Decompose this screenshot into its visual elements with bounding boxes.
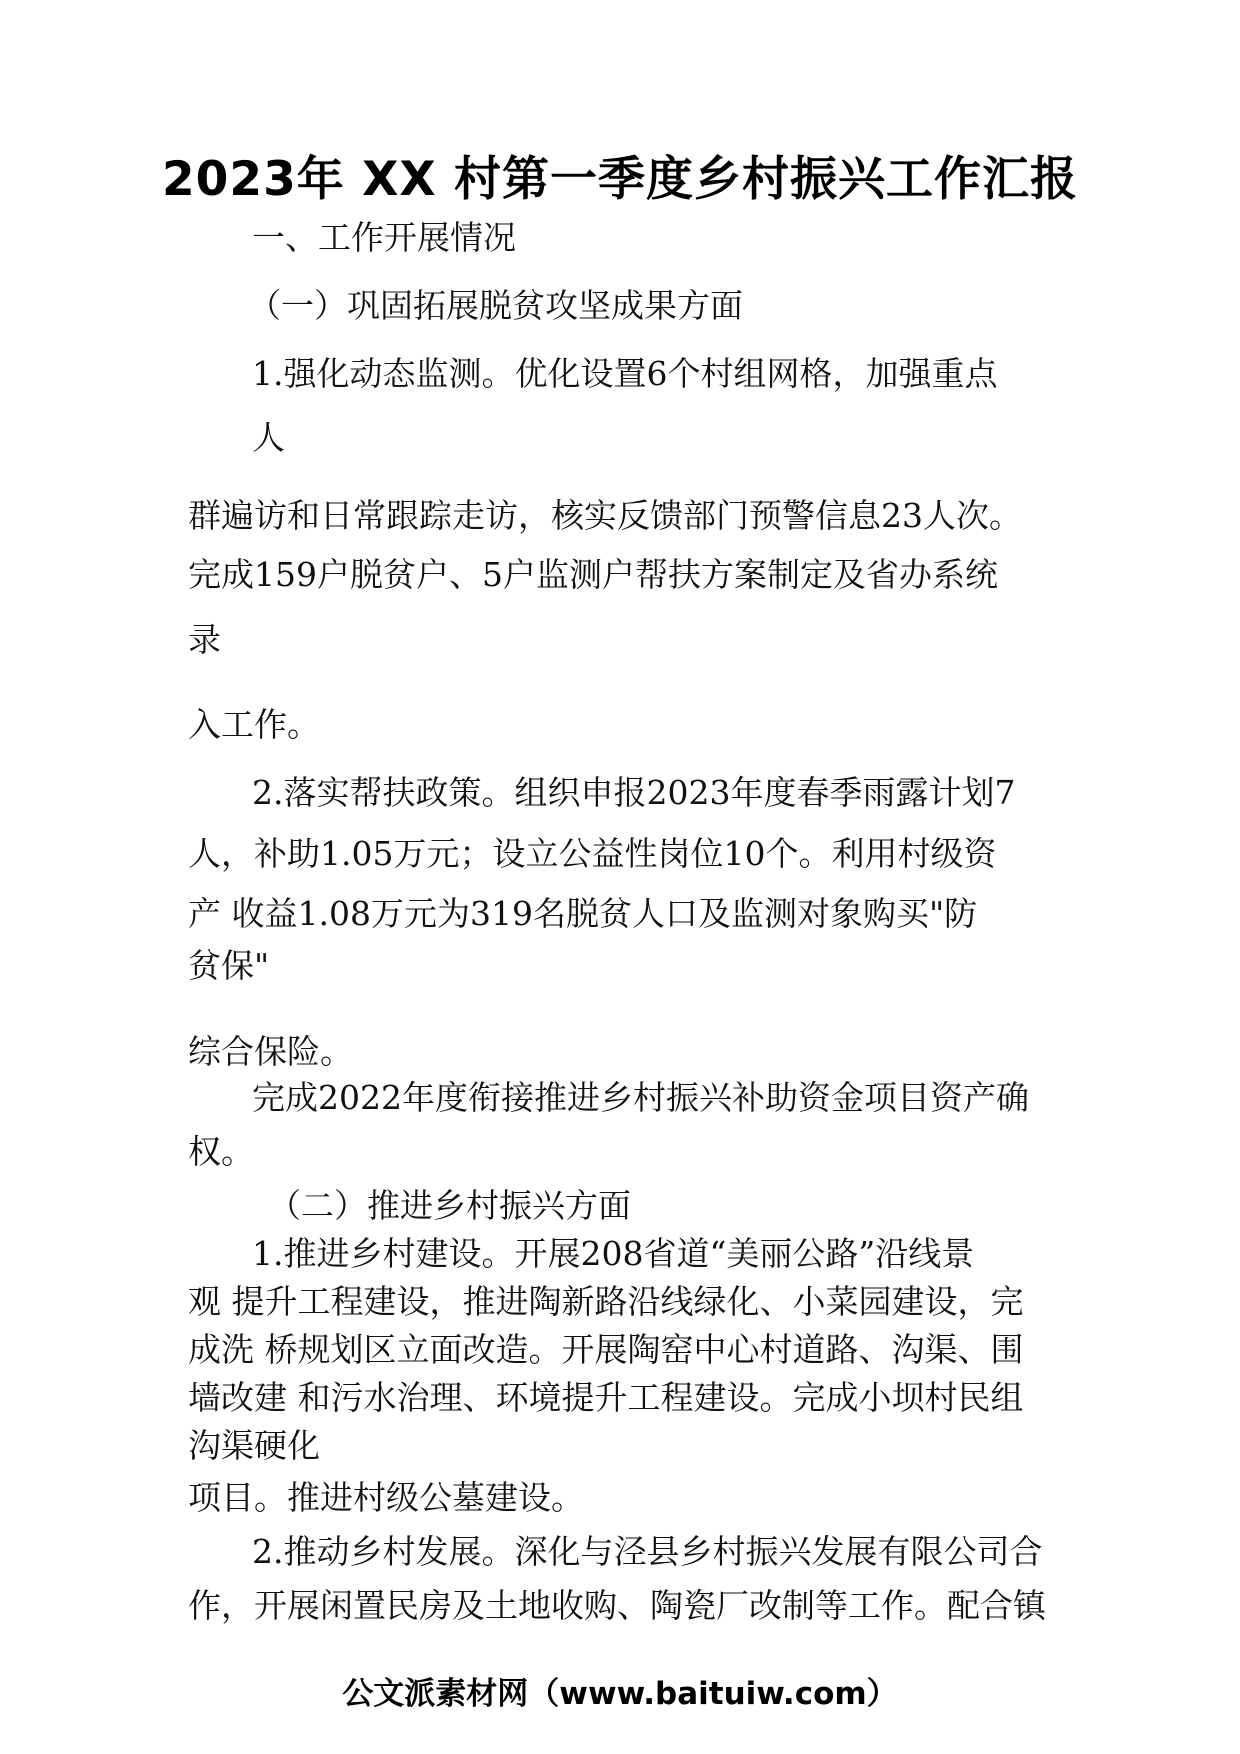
paragraph-line: 沟渠硬化 [188,1426,320,1465]
paragraph-line: 人，补助1.05万元；设立公益性岗位10个。利用村级资 [188,834,997,873]
paragraph-line: 2.推动乡村发展。深化与泾县乡村振兴发展有限公司合 [252,1532,1043,1571]
paragraph-line: 1.推进乡村建设。开展208省道“美丽公路”沿线景 [252,1234,975,1273]
paragraph-line: 群遍访和日常跟踪走访，核实反馈部门预警信息23人次。 [188,496,1022,535]
paragraph-line: 入工作。 [188,705,320,744]
paragraph-line: 录 [188,620,221,659]
paragraph-line: 观 提升工程建设，推进陶新路沿线绿化、小菜园建设，完 [188,1282,1024,1321]
paragraph-line: 项目。推进村级公墓建设。 [188,1478,584,1517]
section-heading-1: 一、工作开展情况 [252,218,516,257]
paragraph-line: 产 收益1.08万元为319名脱贫人口及监测对象购买"防 [188,894,978,933]
paragraph-line: 权。 [188,1132,254,1171]
paragraph-line: 人 [252,418,285,457]
watermark-footer: 公文派素材网（www.baituiw.com） [342,1676,898,1712]
paragraph-line: 作，开展闲置民房及土地收购、陶瓷厂改制等工作。配合镇 [188,1586,1046,1625]
paragraph-line: 综合保险。 [188,1032,353,1071]
paragraph-line: 2.落实帮扶政策。组织申报2023年度春季雨露计划7 [252,773,1016,812]
paragraph-line: 1.强化动态监测。优化设置6个村组网格，加强重点 [252,354,998,393]
document-title: 2023年 XX 村第一季度乡村振兴工作汇报 [161,152,1078,207]
paragraph-line: 贫保" [188,946,270,985]
subsection-heading-2: （二）推进乡村振兴方面 [268,1186,631,1225]
paragraph-line: 完成2022年度衔接推进乡村振兴补助资金项目资产确 [252,1078,1029,1117]
paragraph-line: 墙改建 和污水治理、环境提升工程建设。完成小坝村民组 [188,1378,1024,1417]
subsection-heading-1: （一）巩固拓展脱贫攻坚成果方面 [248,286,743,325]
paragraph-line: 成洗 桥规划区立面改造。开展陶窑中心村道路、沟渠、围 [188,1330,1024,1369]
paragraph-line: 完成159户脱贫户、5户监测户帮扶方案制定及省办系统 [188,555,998,594]
